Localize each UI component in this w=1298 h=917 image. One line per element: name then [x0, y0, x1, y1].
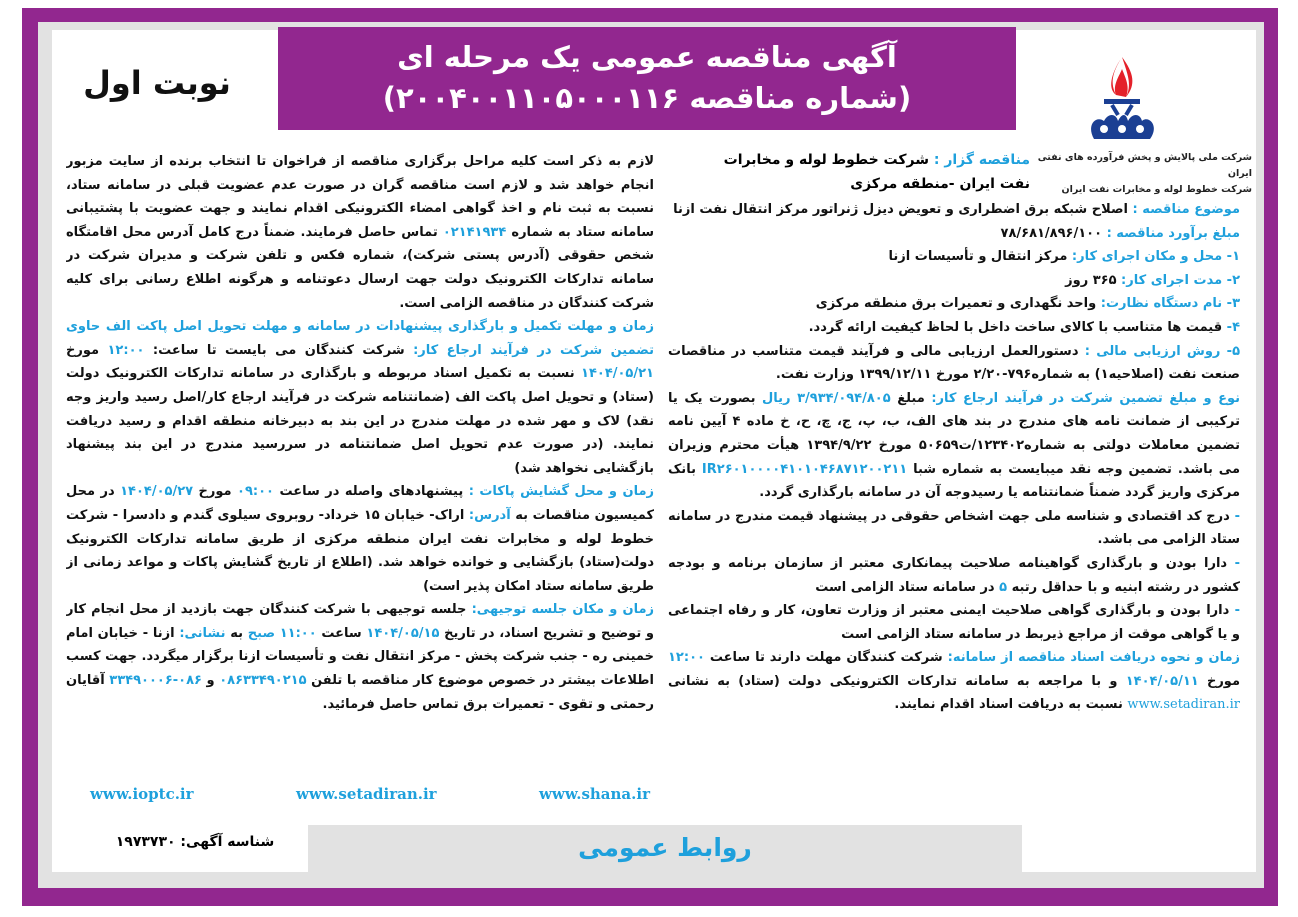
paragraph	[668, 198, 1240, 222]
body-text: نسبت به دریافت اسناد اقدام نمایند.	[894, 697, 1128, 713]
section-label: ۲- مدت اجرای کار:	[1116, 272, 1240, 288]
highlighted-value: ۰۸۶۳۳۴۹۰۲۱۵	[219, 673, 307, 689]
body-text: اصلاح شبکه برق اضطراری و تعویض دیزل ژنراتور مرکز انتقال نفت ازنا	[673, 202, 1128, 217]
section-label: مبلغ برآورد مناقصه :	[1102, 225, 1240, 241]
body-text: به	[225, 625, 248, 641]
notice-header	[278, 27, 1016, 130]
highlighted-value: ۱۴۰۴/۰۵/۱۵	[366, 625, 440, 641]
link-setadiran[interactable]: www.setadiran.ir	[295, 785, 437, 803]
body-text: واحد نگهداری و تعمیرات برق منطقه مرکزی	[815, 296, 1097, 312]
body-text: پیشنهادهای واصله در ساعت	[273, 484, 464, 500]
body-text: بانک مرکزی واریز گردد ضمناً ضمانتنامه یا رسیدوجه آن در سامانه بارگذاری گردد.	[668, 461, 1240, 501]
highlighted-value: ۱۴۰۴/۰۵/۱۱	[1125, 673, 1199, 689]
highlighted-value: ۰۹:۰۰	[237, 484, 274, 500]
body-text: شرکت کنندگان مهلت دارند تا ساعت	[704, 650, 943, 666]
body-text: دستورالعمل ارزیابی مالی و فرآیند قیمت متناسب در مناقصات صنعت نفت (اصلاحیه۱) به شماره۷۹۶-۲/۲۰ مورخ ۱۳۹۹/۱۲/۱۱ وزارت نفت.	[668, 343, 1240, 383]
body-text: دارا بودن و بارگذاری گواهینامه صلاحیت پیمانکاری معتبر از سازمان برنامه و بودجه کشور در رشته ابنیه و با حداقل رتبه	[668, 555, 1240, 595]
paragraph	[668, 646, 1240, 717]
body-text: مبلغ	[890, 390, 925, 406]
right-column	[668, 198, 1240, 818]
highlighted-value: ۰۲۱۴۱۹۳۴	[442, 224, 507, 240]
highlighted-value: ۰۸۶-۳۳۴۹۰۰۰۶	[109, 673, 202, 689]
body-text: بصورت یک یا ترکیبی از ضمانت نامه های مندرج در بند های الف، ب، پ، ج، چ، ح، خ ماده ۴ آیین نامه تضمین معاملات دولتی به شماره۱۲۳۴۰۲/ت۵۰۶۵۹ مورخ ۱۳۹۴/۹/۲۲ هیأت محترم وزیران می باشد. تضمین وجه نقد میبایست به شماره شبا	[668, 390, 1240, 477]
website-link[interactable]: www.setadiran.ir	[1127, 697, 1240, 713]
section-label: -	[1229, 603, 1240, 619]
paragraph	[66, 315, 654, 480]
body-text: نسبت به تکمیل اسناد مربوطه و بارگذاری در سامانه تدارکات الکترونیک دولت (ستاد) و تحویل اصل پاکت الف (ضمانتنامه شرکت در فرآیند ارجاع کار/اصل رسید واریز وجه نقد) لاک و مهر شده در مهلت مندرج در این بند به دبیرخانه منطقه اقدام و رسید دریافت نمایند. (در صورت عدم تحویل اصل ضمانتنامه در سررسید مندرج در این بند پیشنهاد بازگشایی نخواهد شد)	[66, 366, 654, 476]
section-label: -	[1227, 555, 1240, 571]
section-label: آدرس:	[464, 507, 511, 523]
section-label: زمان و مهلت تکمیل و بارگذاری پیشنهادات در سامانه و مهلت تحویل اصل پاکت الف حاوی تضمین شرکت در فرآیند ارجاع کار:	[66, 319, 654, 358]
paragraph	[668, 316, 1240, 340]
logo-caption	[1030, 150, 1252, 198]
paragraph	[668, 340, 1240, 387]
tenderer	[700, 148, 1030, 196]
nioc-logo-icon	[1082, 55, 1162, 141]
paragraph	[668, 292, 1240, 316]
section-label: ۵- روش ارزیابی مالی :	[1078, 343, 1240, 359]
body-text: دارا بودن و بارگذاری گواهی صلاحیت ایمنی معتبر از وزارت تعاون، کار و رفاه اجتماعی و یا گواهی موقت از مراجع ذیربط در سامانه ستاد الزامی است	[668, 603, 1240, 642]
logo-caption-line2: شرکت خطوط لوله و مخابرات نفت ایران	[1061, 184, 1252, 195]
highlighted-value: ۵	[999, 579, 1008, 595]
section-label: نوع و مبلغ تضمین شرکت در فرآیند ارجاع کار:	[924, 390, 1240, 406]
section-label: ۳- نام دستگاه نظارت:	[1096, 296, 1240, 312]
body-text: مورخ	[66, 342, 108, 358]
body-text: شرکت کنندگان می بایست تا ساعت:	[144, 342, 405, 358]
highlighted-value: IR۲۶۰۱۰۰۰۰۴۱۰۱۰۴۶۸۷۱۲۰۰۲۱۱	[701, 461, 908, 477]
body-text: و با مراجعه به سامانه تدارکات الکترونیکی دولت (ستاد) به نشانی	[668, 673, 1126, 689]
paragraph	[668, 245, 1240, 269]
paragraph	[66, 150, 654, 315]
footer-department: روابط عمومی	[308, 825, 1022, 873]
section-label: ۴-	[1222, 319, 1240, 335]
section-label: زمان و نحوه دریافت اسناد مناقصه از سامانه:	[942, 650, 1240, 666]
link-shana[interactable]: www.shana.ir	[539, 785, 650, 803]
notice-title: آگهی مناقصه عمومی یک مرحله ای	[397, 40, 897, 74]
body-text: درج کد اقتصادی و شناسه ملی جهت اشخاص حقوقی در پیشنهاد قیمت مندرج در سامانه ستاد الزامی می باشد.	[668, 508, 1240, 548]
paragraph	[668, 387, 1240, 505]
logo-caption-line1: شرکت ملی پالایش و پخش فرآورده های نفتی ایران	[1037, 152, 1252, 179]
highlighted-value: ۱۱:۰۰ صبح	[247, 625, 317, 641]
ad-id: شناسه آگهی: ۱۹۷۳۷۳۰	[115, 834, 275, 850]
body-text: قیمت ها متناسب با کالای ساخت داخل با لحاظ کیفیت ارائه گردد.	[808, 319, 1223, 335]
body-text: در محل کمیسیون مناقصات به	[66, 484, 654, 523]
tenderer-label: مناقصه گزار :	[928, 152, 1030, 168]
section-label: زمان و محل گشایش پاکات :	[463, 484, 654, 500]
body-text: تماس حاصل فرمایند. ضمناً درج کامل آدرس محل اقامتگاه شخص حقوقی (آدرس پستی شرکت)، شماره فکس و تلفن شرکت و مدیران شرکت در سامانه تدارکات الکترونیک دولت جهت ارسال دعوتنامه و هرگونه اطلاع رسانی برای کلیه شرکت کنندگان در مناقصه الزامی است.	[66, 224, 654, 311]
section-label: -	[1229, 508, 1240, 524]
body-text: مورخ	[1198, 673, 1240, 689]
body-text: ساعت	[316, 625, 367, 641]
highlighted-value: ۱۲:۰۰	[107, 342, 145, 358]
paragraph	[668, 222, 1240, 246]
body-text: لازم به ذکر است کلیه مراحل برگزاری مناقصه از فراخوان تا انتخاب برنده از سایت مزبور انجام خواهد شد و لازم است مناقصه گران در صورت عدم عضویت قبلی در سامانه ستاد، نسبت به ثبت نام و اخذ گواهی امضاء الکترونیکی اقدام نمایند و جهت عضویت با پشتیبانی سامانه ستاد به شماره	[66, 154, 654, 240]
body-text: جلسه توجیهی با شرکت کنندگان جهت بازدید از محل انجام کار و توضیح و تشریح اسناد، در تاریخ	[66, 602, 654, 641]
publication-round: نوبت اول	[83, 64, 231, 102]
paragraph	[668, 505, 1240, 552]
paragraph	[66, 480, 654, 598]
body-text: ۳۶۵ روز	[1065, 272, 1117, 288]
section-label: موضوع مناقصه :	[1127, 202, 1240, 217]
section-label: نشانی:	[174, 625, 226, 641]
tenderer-value: شرکت خطوط لوله و مخابرات نفت ایران -منطقه مرکزی	[723, 152, 1030, 192]
left-column	[66, 150, 654, 785]
link-ioptc[interactable]: www.ioptc.ir	[90, 785, 194, 803]
highlighted-value: ۳/۹۳۴/۰۹۴/۸۰۵ ریال	[762, 390, 891, 406]
body-text: ۷۸/۶۸۱/۸۹۶/۱۰۰	[1000, 225, 1103, 241]
body-text: در سامانه ستاد الزامی است	[815, 579, 1000, 595]
paragraph	[668, 552, 1240, 599]
website-links	[90, 785, 650, 803]
section-label: ۱- محل و مکان اجرای کار:	[1067, 249, 1240, 265]
paragraph	[668, 269, 1240, 293]
highlighted-value: ۱۴۰۴/۰۵/۲۷	[120, 484, 194, 500]
paragraph	[66, 598, 654, 716]
section-label: زمان و مکان جلسه توجیهی:	[466, 602, 654, 618]
body-text: ازنا - خیابان امام خمینی ره - جنب شرکت پخش - مرکز انتقال نفت و تأسیسات ازنا برگزار میگردد. جهت کسب اطلاعات بیشتر در خصوص موضوع کار مناقصه با تلفن	[66, 625, 654, 689]
body-text: و	[201, 673, 220, 689]
body-text: اراک- خیابان ۱۵ خرداد- روبروی سیلوی گندم و دادسرا - شرکت خطوط لوله و مخابرات نفت ایران منطقه مرکزی از طریق سامانه تدارکات الکترونیک دولت(ستاد) بازگشایی و خوانده خواهد شد. (اطلاع از تاریخ گشایش پاکات و مواعد زمانی از طریق سامانه ستاد امکان پذیر است)	[66, 507, 654, 594]
body-text: مرکز انتقال و تأسیسات ازنا	[888, 249, 1068, 265]
highlighted-value: ۱۴۰۴/۰۵/۲۱	[581, 366, 654, 382]
paragraph	[668, 599, 1240, 646]
body-text: آقایان رحمتی و تقوی - تعمیرات برق تماس حاصل فرمائید.	[66, 673, 654, 712]
highlighted-value: ۱۲:۰۰	[668, 650, 705, 666]
body-text: مورخ	[193, 484, 238, 500]
tender-number: (شماره مناقصه ۲۰۰۴۰۰۱۱۰۵۰۰۰۱۱۶)	[382, 81, 912, 115]
